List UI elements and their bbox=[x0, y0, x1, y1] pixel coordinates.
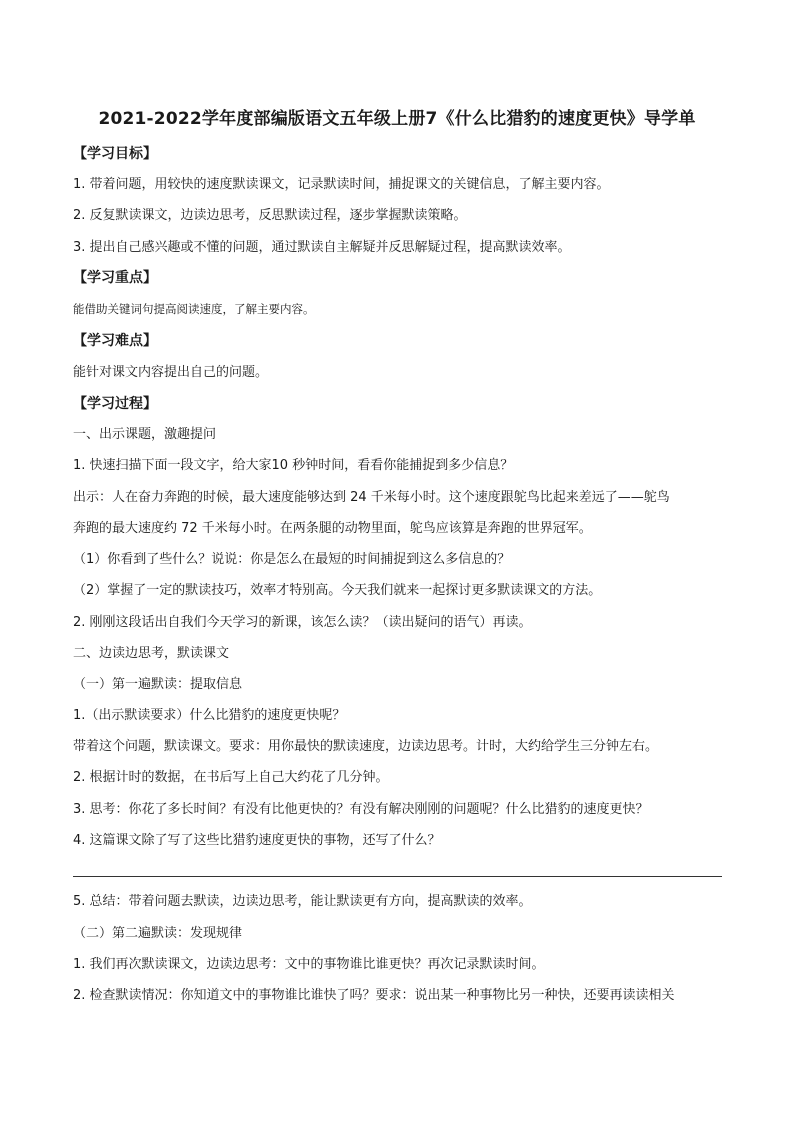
first-reading-requirement: 带着这个问题，默读课文。要求：用你最快的默读速度，边读边思考。计时，大约给学生三分钟左右。 bbox=[73, 739, 659, 754]
first-reading-item-2: 2. 根据计时的数据，在书后写上自己大约花了几分钟。 bbox=[73, 770, 389, 785]
section-heading-focus: 【学习重点】 bbox=[73, 270, 157, 286]
section-heading-process: 【学习过程】 bbox=[73, 396, 157, 412]
second-reading-item-1: 1. 我们再次默读课文，边读边思考：文中的事物谁比谁更快？再次记录默读时间。 bbox=[73, 957, 545, 972]
section-heading-difficulty: 【学习难点】 bbox=[73, 333, 157, 349]
first-reading-summary: 5. 总结：带着问题去默读，边读边思考，能让默读更有方向，提高默读的效率。 bbox=[73, 894, 532, 909]
difficulty-text: 能针对课文内容提出自己的问题。 bbox=[73, 365, 269, 380]
display-text-line-2: 奔跑的最大速度约 72 千米每小时。在两条腿的动物里面，鸵鸟应该算是奔跑的世界冠军。 bbox=[73, 521, 592, 536]
second-reading-heading: （二）第二遍默读：发现规律 bbox=[73, 926, 243, 941]
part-one-heading: 一、出示课题，激趣提问 bbox=[73, 427, 217, 442]
part-one-item-2: 2. 刚刚这段话出自我们今天学习的新课，该怎么读？（读出疑问的语气）再读。 bbox=[73, 615, 532, 630]
second-reading-item-2: 2. 检查默读情况：你知道文中的事物谁比谁快了吗？要求：说出某一种事物比另一种快，还要再读读相关 bbox=[73, 988, 675, 1003]
objective-item-1: 1. 带着问题，用较快的速度默读课文，记录默读时间，捕捉课文的关键信息，了解主要内容。 bbox=[73, 177, 610, 192]
display-text-line-1: 出示：人在奋力奔跑的时候，最大速度能够达到 24 千米每小时。这个速度跟鸵鸟比起来差远了——鸵鸟 bbox=[73, 490, 670, 505]
document-title: 2021-2022学年度部编版语文五年级上册7《什么比猎豹的速度更快》导学单 bbox=[98, 109, 696, 129]
objective-item-2: 2. 反复默读课文，边读边思考，反思默读过程，逐步掌握默读策略。 bbox=[73, 208, 467, 223]
section-heading-objectives: 【学习目标】 bbox=[73, 146, 157, 162]
part-one-item-1: 1. 快速扫描下面一段文字，给大家10 秒钟时间，看看你能捕捉到多少信息？ bbox=[73, 458, 514, 473]
focus-text: 能借助关键词句提高阅读速度，了解主要内容。 bbox=[73, 302, 315, 316]
first-reading-item-4: 4. 这篇课文除了写了这些比猎豹速度更快的事物，还写了什么？ bbox=[73, 833, 441, 848]
part-one-sub-2: （2）掌握了一定的默读技巧，效率才特别高。今天我们就来一起探讨更多默读课文的方法。 bbox=[73, 583, 602, 598]
first-reading-heading: （一）第一遍默读：提取信息 bbox=[73, 677, 243, 692]
part-one-sub-1: （1）你看到了些什么？说说：你是怎么在最短的时间捕捉到这么多信息的？ bbox=[73, 552, 511, 567]
first-reading-item-1: 1.（出示默读要求）什么比猎豹的速度更快呢？ bbox=[73, 708, 346, 723]
answer-line bbox=[73, 876, 722, 877]
objective-item-3: 3. 提出自己感兴趣或不懂的问题，通过默读自主解疑并反思解疑过程，提高默读效率。 bbox=[73, 240, 571, 255]
first-reading-item-3: 3. 思考：你花了多长时间？有没有比他更快的？有没有解决刚刚的问题呢？什么比猎豹的速度更快？ bbox=[73, 802, 649, 817]
part-two-heading: 二、边读边思考，默读课文 bbox=[73, 646, 230, 661]
